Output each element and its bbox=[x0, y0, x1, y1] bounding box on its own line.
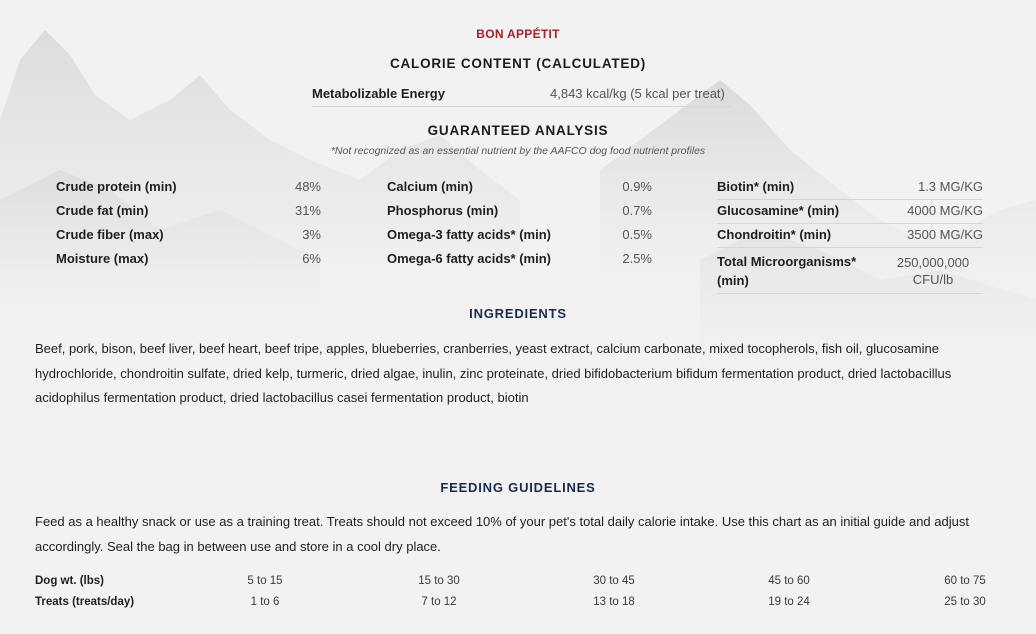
feeding-guidelines-heading: FEEDING GUIDELINES bbox=[440, 480, 596, 495]
nutrient-value: 2.5% bbox=[622, 251, 652, 266]
table-cell: 1 to 6 bbox=[250, 596, 280, 608]
table-row bbox=[35, 573, 1001, 594]
nutrient-value: 48% bbox=[294, 179, 321, 194]
nutrient-value: 0.9% bbox=[622, 179, 652, 194]
nutrient-value: 1.3 MG/KG bbox=[917, 179, 983, 194]
analysis-row bbox=[56, 200, 321, 224]
table-cell: 25 to 30 bbox=[944, 596, 986, 608]
table-row bbox=[35, 594, 1001, 615]
analysis-row bbox=[387, 200, 652, 224]
brand-name: BON APPÉTIT bbox=[476, 27, 560, 41]
analysis-row bbox=[717, 248, 983, 294]
nutrient-value: 3% bbox=[302, 227, 321, 242]
nutrient-value: 250,000,000 CFU/lb bbox=[896, 255, 970, 287]
analysis-row bbox=[56, 224, 321, 248]
energy-value: 4,843 kcal/kg (5 kcal per treat) bbox=[550, 86, 725, 101]
row-label: Dog wt. (lbs) bbox=[35, 575, 104, 587]
ingredients-heading: INGREDIENTS bbox=[469, 306, 567, 321]
table-cell: 5 to 15 bbox=[247, 575, 283, 587]
nutrient-label: Omega-3 fatty acids* (min) bbox=[387, 227, 551, 242]
nutrient-label: Calcium (min) bbox=[387, 179, 473, 194]
nutrient-value: 6% bbox=[302, 251, 321, 266]
table-cell: 13 to 18 bbox=[593, 596, 635, 608]
analysis-column-1 bbox=[56, 176, 321, 272]
analysis-row bbox=[387, 176, 652, 200]
table-cell: 7 to 12 bbox=[421, 596, 457, 608]
nutrient-label: Total Microorganisms* (min) bbox=[717, 254, 857, 288]
feeding-table bbox=[35, 573, 1001, 615]
nutrient-value: 0.7% bbox=[622, 203, 652, 218]
nutrient-value: 4000 MG/KG bbox=[907, 203, 983, 218]
nutrient-value: 0.5% bbox=[622, 227, 652, 242]
energy-label: Metabolizable Energy bbox=[312, 86, 445, 101]
row-label: Treats (treats/day) bbox=[35, 596, 135, 608]
table-cell: 19 to 24 bbox=[768, 596, 810, 608]
aafco-footnote: *Not recognized as an essential nutrient by the AAFCO dog food nutrient profiles bbox=[330, 145, 706, 157]
nutrient-label: Glucosamine* (min) bbox=[717, 203, 840, 218]
nutrient-label: Crude protein (min) bbox=[56, 179, 177, 194]
analysis-row bbox=[717, 224, 983, 248]
nutrient-label: Chondroitin* (min) bbox=[717, 227, 832, 242]
nutrient-value: 31% bbox=[294, 203, 321, 218]
table-cell: 45 to 60 bbox=[768, 575, 810, 587]
nutrient-label: Crude fiber (max) bbox=[56, 227, 164, 242]
calorie-content-heading: CALORIE CONTENT (CALCULATED) bbox=[389, 56, 647, 71]
analysis-row bbox=[56, 176, 321, 200]
analysis-row bbox=[717, 176, 983, 200]
metabolizable-energy-row bbox=[312, 86, 732, 107]
guaranteed-analysis-heading: GUARANTEED ANALYSIS bbox=[427, 123, 609, 138]
analysis-column-3 bbox=[717, 176, 983, 294]
nutrient-label: Omega-6 fatty acids* (min) bbox=[387, 251, 551, 266]
analysis-row bbox=[387, 224, 652, 248]
analysis-row bbox=[56, 248, 321, 272]
table-cell: 60 to 75 bbox=[944, 575, 986, 587]
table-cell: 15 to 30 bbox=[418, 575, 460, 587]
nutrient-label: Phosphorus (min) bbox=[387, 203, 499, 218]
nutrient-value: 3500 MG/KG bbox=[907, 227, 983, 242]
table-cell: 30 to 45 bbox=[593, 575, 635, 587]
analysis-column-2 bbox=[387, 176, 652, 272]
feeding-instructions: Feed as a healthy snack or use as a training treat. Treats should not exceed 10% of your pet's total daily calorie intake. Use this chart as an initial guide and adjust accordingly. Seal the bag in between use and store in a cool dry place. bbox=[35, 514, 969, 554]
analysis-row bbox=[387, 248, 652, 272]
ingredients-list: Beef, pork, bison, beef liver, beef heart, beef tripe, apples, blueberries, cranberries, yeast extract, calcium carbonate, mixed tocopherols, fish oil, glucosamine hydrochloride, chondroitin sulfate, dried kelp, turmeric, dried algae, inulin, zinc proteinate, dried bifidobacterium bifidum fermentation product, dried lactobacillus acidophilus fermentation product, dried lactobacillus casei fermentation product, biotin bbox=[35, 341, 952, 405]
nutrient-label: Biotin* (min) bbox=[717, 179, 795, 194]
nutrient-label: Crude fat (min) bbox=[56, 203, 149, 218]
nutrient-label: Moisture (max) bbox=[56, 251, 149, 266]
analysis-row bbox=[717, 200, 983, 224]
